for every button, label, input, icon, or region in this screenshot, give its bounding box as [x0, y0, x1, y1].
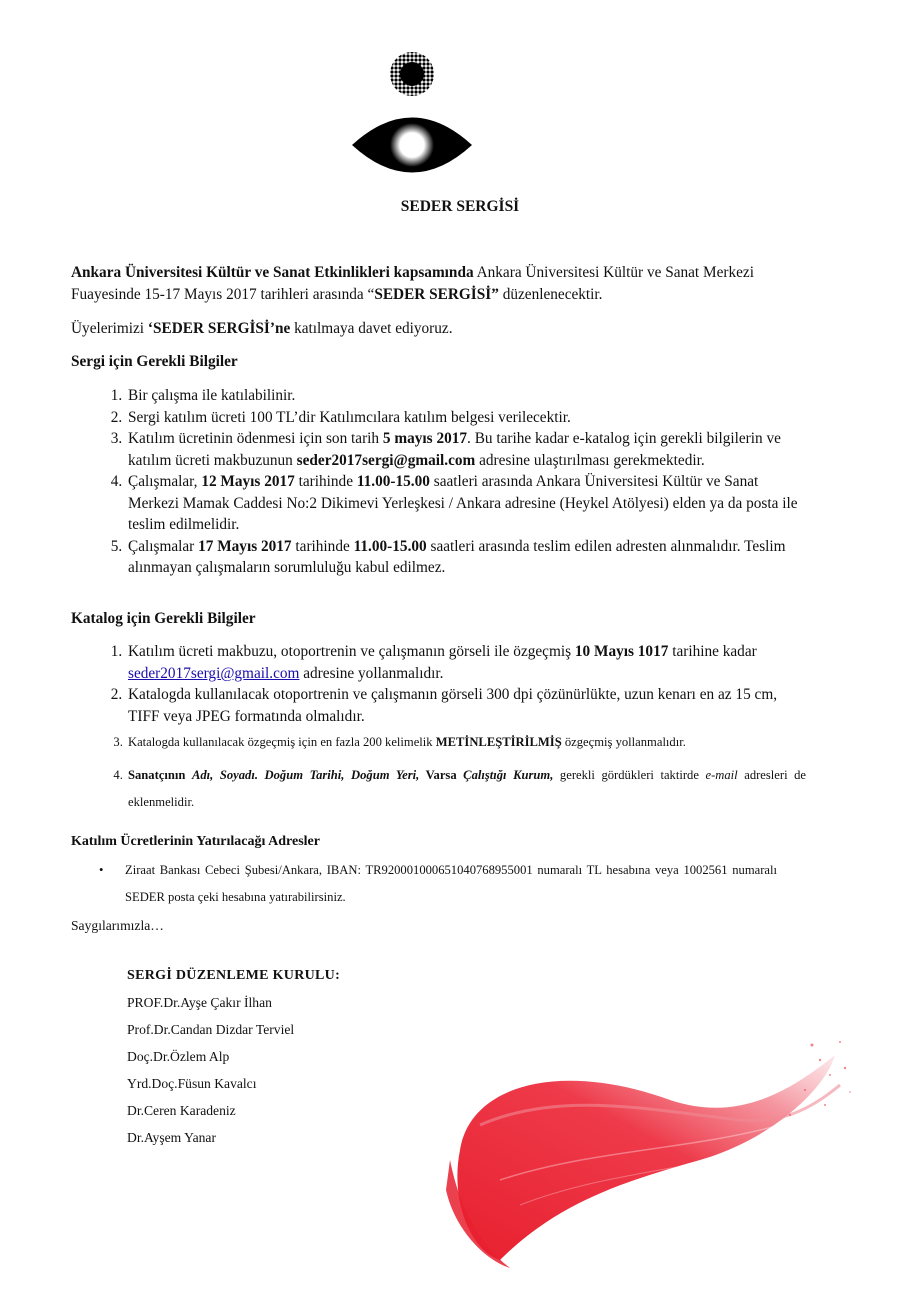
list-item: 4. Sanatçının Adı, Soyadı. Doğum Tarihi, Doğum Yeri, Varsa Çalıştığı Kurum, gerekli gördükleri taktirde e-mail adresleri de eklenmelidir. [126, 762, 806, 816]
catalog-info-heading: Katalog için Gerekli Bilgiler [71, 610, 256, 627]
intro-paragraph: Ankara Üniversitesi Kültür ve Sanat Etkinlikleri kapsamında Ankara Üniversitesi Kültür ve Sanat Merkezi Fuayesinde 15-17 Mayıs 2017 tarihleri arasında “SEDER SERGİSİ” düzenlenecektir. [71, 264, 754, 303]
closing-text: Saygılarımızla… [71, 918, 164, 933]
payment-text: Ziraat Bankası Cebeci Şubesi/Ankara, IBAN: TR920001000651040768955001 numaralı TL hesabına veya 1002561 numaralı SEDER posta çeki hesabına yatırabilirsiniz. [125, 863, 777, 904]
payment-bullet [97, 857, 777, 911]
bullet-icon: • [99, 863, 104, 877]
email-link[interactable]: seder2017sergi@gmail.com [128, 664, 300, 682]
payment-heading: Katılım Ücretlerinin Yatırılacağı Adresler [71, 834, 320, 849]
exhibit-info-heading: Sergi için Gerekli Bilgiler [71, 353, 238, 370]
committee-title: SERGİ DÜZENLEME KURULU: [127, 968, 341, 983]
list-item: 3. Katılım ücretinin ödenmesi için son tarih 5 mayıs 2017. Bu tarihe kadar e-katalog için gerekli bilgilerin ve katılım ücreti makbuzunun seder2017sergi@gmail.com adresine ulaştırılması gerekmektedir. [126, 428, 806, 471]
red-brush-stroke-icon [440, 1030, 860, 1280]
list-item: 3. Katalogda kullanılacak özgeçmiş için en fazla 200 kelimelik METİNLEŞTİRİLMİŞ özgeçmiş yollanmalıdır. [126, 729, 806, 756]
committee-block [127, 962, 340, 1151]
document-title: SEDER SERGİSİ [400, 198, 520, 215]
list-item: 1. Bir çalışma ile katılabilinir. [126, 385, 806, 407]
committee-member: Dr.Ayşem Yanar [127, 1130, 216, 1145]
list-item: 5. Çalışmalar 17 Mayıs 2017 tarihinde 11.00-15.00 saatleri arasında teslim edilen adresten alınmalıdır. Teslim alınmayan çalışmaların sorumluluğu kabul edilmez. [126, 536, 806, 579]
committee-member: Prof.Dr.Candan Dizdar Terviel [127, 1022, 295, 1037]
committee-member: PROF.Dr.Ayşe Çakır İlhan [127, 995, 272, 1010]
list-item: 2. Katalogda kullanılacak otoportrenin ve çalışmanın görseli 300 dpi çözünürlükte, uzun kenarı en az 15 cm, TIFF veya JPEG formatında olmalıdır. [126, 684, 806, 727]
list-item: 2. Sergi katılım ücreti 100 TL’dir Katılımcılara katılım belgesi verilecektir. [126, 407, 806, 429]
list-item: 4. Çalışmalar, 12 Mayıs 2017 tarihinde 11.00-15.00 saatleri arasında Ankara Üniversitesi Kültür ve Sanat Merkezi Mamak Caddesi No:2 Dikimevi Yerleşkesi / Ankara adresine (Heykel Atölyesi) elden ya da posta ile teslim edilmelidir. [126, 471, 806, 536]
catalog-info-list [98, 641, 806, 816]
seder-logo-icon [350, 50, 474, 182]
committee-member: Doç.Dr.Özlem Alp [127, 1049, 230, 1064]
committee-member: Yrd.Doç.Füsun Kavalcı [127, 1076, 257, 1091]
exhibit-info-list [98, 385, 806, 579]
invite-paragraph: Üyelerimizi ‘SEDER SERGİSİ’ne katılmaya davet ediyoruz. [71, 320, 453, 337]
committee-member: Dr.Ceren Karadeniz [127, 1103, 236, 1118]
list-item: 1. Katılım ücreti makbuzu, otoportrenin ve çalışmanın görseli ile özgeçmiş 10 Mayıs 1017 tarihine kadar seder2017sergi@gmail.com adresine yollanmalıdır. [126, 641, 806, 684]
